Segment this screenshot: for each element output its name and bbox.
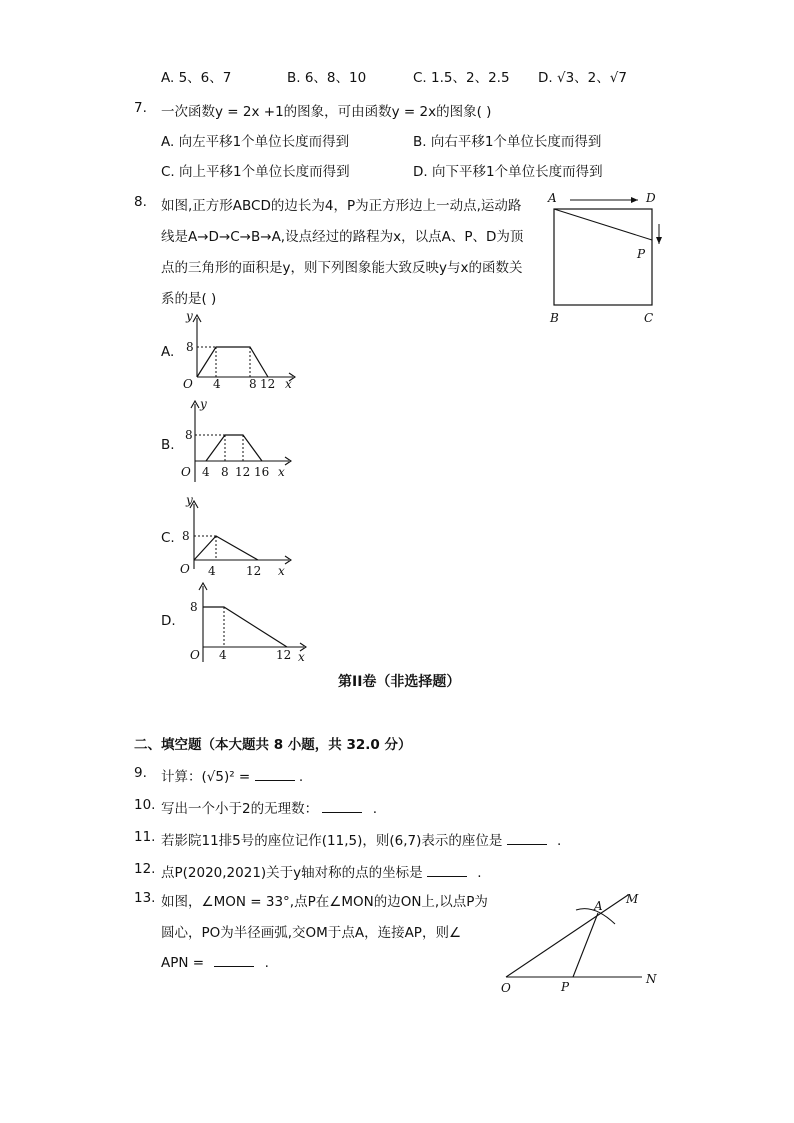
q7-option-b: B. 向右平移1个单位长度而得到 bbox=[413, 134, 602, 150]
q8-stem-line4: 系的是( ) bbox=[161, 291, 217, 307]
section2-title: 二、填空题（本大题共 8 小题，共 32.0 分） bbox=[134, 737, 412, 753]
q9-text: 计算：(√5)² = bbox=[161, 769, 251, 785]
q13-number: 13. bbox=[134, 890, 156, 906]
graph-c-x-label: x bbox=[278, 564, 285, 578]
q10-text: 写出一个小于2的无理数： bbox=[161, 801, 319, 817]
graph-a-tick-8: 8 bbox=[186, 340, 194, 354]
graph-b-x-label: x bbox=[278, 465, 285, 479]
label-m: M bbox=[626, 892, 639, 906]
graph-b-curve bbox=[206, 435, 262, 461]
graph-b-tick-16: 16 bbox=[254, 465, 270, 479]
graph-a-tick-4: 4 bbox=[213, 377, 221, 391]
q6-option-b: B. 6、8、10 bbox=[287, 70, 367, 86]
q13-line3-text: APN = bbox=[161, 955, 205, 971]
q13-line2: 圆心，PO为半径画弧,交OM于点A，连接AP，则∠ bbox=[161, 925, 462, 941]
q13-answer-blank[interactable] bbox=[214, 966, 254, 967]
q8-square-figure bbox=[540, 188, 670, 330]
q8-option-a-label: A. bbox=[161, 344, 175, 360]
graph-c-tick-12: 12 bbox=[246, 564, 262, 578]
q10-number: 10. bbox=[134, 797, 156, 813]
q11-number: 11. bbox=[134, 829, 156, 845]
label-o: O bbox=[501, 981, 511, 995]
q11-question bbox=[161, 829, 561, 849]
q8-number: 8. bbox=[134, 194, 147, 210]
graph-a-tick-12: 12 bbox=[260, 377, 276, 391]
q11-answer-blank[interactable] bbox=[507, 844, 547, 845]
graph-c-y-label: y bbox=[186, 493, 193, 507]
q9-number: 9. bbox=[134, 765, 147, 781]
q12-text: 点P(2020,2021)关于y轴对称的点的坐标是 bbox=[161, 865, 423, 881]
label-c: C bbox=[644, 311, 654, 325]
graph-a-origin: O bbox=[183, 377, 193, 391]
graph-c-curve bbox=[194, 536, 258, 560]
q10-question bbox=[161, 797, 377, 817]
graph-c-tick-4: 4 bbox=[208, 564, 216, 578]
q13-line1: 如图，∠MON = 33°,点P在∠MON的边ON上,以点P为 bbox=[161, 894, 488, 910]
q6-option-d: D. √3、2、√7 bbox=[538, 70, 627, 86]
q12-end: . bbox=[477, 865, 482, 881]
q12-number: 12. bbox=[134, 861, 156, 877]
q11-text: 若影院11排5号的座位记作(11,5)，则(6,7)表示的座位是 bbox=[161, 833, 503, 849]
q9-question bbox=[161, 765, 303, 785]
q12-answer-blank[interactable] bbox=[427, 876, 467, 877]
q10-end: . bbox=[372, 801, 377, 817]
q11-end: . bbox=[556, 833, 562, 849]
graph-c-tick-8: 8 bbox=[182, 529, 190, 543]
label-b: B bbox=[550, 311, 559, 325]
graph-a-y-label: y bbox=[186, 310, 193, 323]
q10-answer-blank[interactable] bbox=[322, 812, 362, 813]
q13-angle-figure bbox=[494, 884, 670, 996]
q7-option-d: D. 向下平移1个单位长度而得到 bbox=[413, 164, 603, 180]
graph-b-tick-8: 8 bbox=[185, 428, 193, 442]
label-a: A bbox=[594, 899, 603, 913]
q7-stem: 一次函数y = 2x +1的图象，可由函数y = 2x的图象( ) bbox=[161, 104, 492, 120]
q6-option-a: A. 5、6、7 bbox=[161, 70, 232, 86]
q8-option-b-label: B. bbox=[161, 437, 175, 453]
graph-d-x-label: x bbox=[298, 650, 305, 664]
graph-a-tick-x8: 8 bbox=[249, 377, 257, 391]
q8-graph-d bbox=[176, 580, 316, 664]
graph-d-origin: O bbox=[190, 648, 200, 662]
q13-end: . bbox=[264, 955, 269, 971]
graph-d-curve bbox=[203, 607, 287, 647]
q8-option-d-label: D. bbox=[161, 613, 176, 629]
graph-b-y-label: y bbox=[200, 398, 207, 411]
graph-b-tick-x8: 8 bbox=[221, 465, 229, 479]
graph-a-x-label: x bbox=[285, 377, 292, 391]
q6-option-c: C. 1.5、2、2.5 bbox=[413, 70, 510, 86]
graph-d-tick-12: 12 bbox=[276, 648, 292, 662]
q9-answer-blank[interactable] bbox=[255, 780, 295, 781]
graph-d-tick-4: 4 bbox=[219, 648, 227, 662]
q8-stem-line1: 如图,正方形ABCD的边长为4，P为正方形边上一动点,运动路 bbox=[161, 198, 522, 214]
q8-stem-line2: 线是A→D→C→B→A,设点经过的路程为x，以点A、P、D为顶 bbox=[161, 229, 524, 245]
graph-b-origin: O bbox=[181, 465, 191, 479]
graph-d-tick-8: 8 bbox=[190, 600, 198, 614]
graph-b-tick-12: 12 bbox=[235, 465, 251, 479]
q13-line3 bbox=[161, 955, 269, 971]
q8-graph-b bbox=[176, 398, 300, 482]
graph-a-curve bbox=[197, 347, 268, 377]
label-p: P bbox=[637, 247, 646, 261]
graph-c-origin: O bbox=[180, 562, 190, 576]
label-p: P bbox=[561, 980, 570, 994]
q7-number: 7. bbox=[134, 100, 147, 116]
ray-om bbox=[506, 895, 628, 977]
segment-ap bbox=[554, 209, 652, 240]
q9-end: . bbox=[298, 769, 304, 785]
q7-option-a: A. 向左平移1个单位长度而得到 bbox=[161, 134, 350, 150]
q7-option-c: C. 向上平移1个单位长度而得到 bbox=[161, 164, 350, 180]
label-n: N bbox=[646, 972, 657, 986]
q8-graph-c bbox=[176, 490, 300, 580]
q8-stem-line3: 点的三角形的面积是y，则下列图象能大致反映y与x的函数关 bbox=[161, 260, 523, 276]
graph-b-tick-4: 4 bbox=[202, 465, 210, 479]
q8-option-c-label: C. bbox=[161, 530, 175, 546]
label-d: D bbox=[646, 191, 656, 205]
segment-ap bbox=[573, 913, 598, 977]
q8-graph-a bbox=[176, 310, 300, 392]
part2-title: 第II卷（非选择题） bbox=[338, 674, 461, 690]
q12-question bbox=[161, 861, 482, 881]
label-a: A bbox=[548, 191, 557, 205]
